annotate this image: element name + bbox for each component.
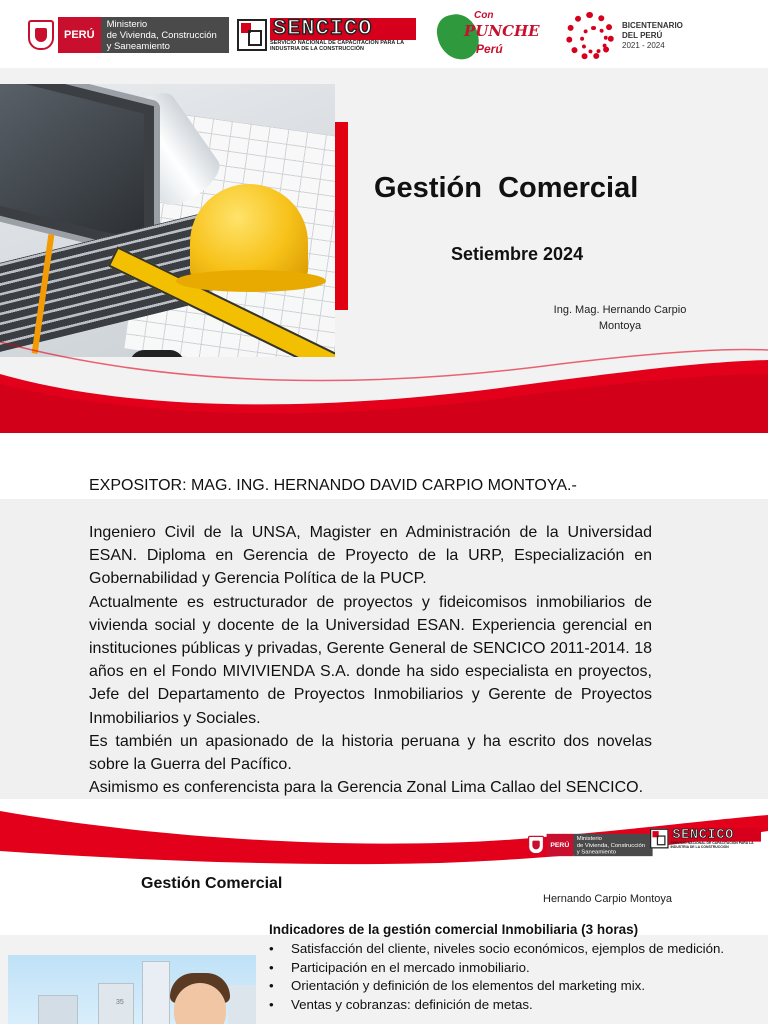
building-shape bbox=[38, 995, 78, 1024]
peru-ministry-logo bbox=[28, 17, 229, 53]
bio-paragraph: Asimismo es conferencista para la Gerencia Zonal Lima Callao del SENCICO. bbox=[89, 779, 644, 797]
list-item: • Orientación y definición de los elementos del marketing mix. bbox=[269, 977, 743, 996]
logo-bar bbox=[0, 0, 768, 68]
presentation-author: Ing. Mag. Hernando Carpio Montoya bbox=[553, 304, 687, 332]
indicators-list bbox=[269, 940, 743, 1014]
footer-logos bbox=[528, 826, 754, 863]
sencico-logo-small: SENCICO SERVICIO NACIONAL DE CAPACITACIÓN PARA LA INDUSTRIA DE LA CONSTRUCCIÓN bbox=[650, 828, 761, 849]
peru-label: PERÚ bbox=[58, 17, 101, 53]
building-number: 35 bbox=[116, 999, 124, 1006]
con-punche-peru-logo: Con PUNCHE Perú bbox=[436, 8, 524, 62]
list-item: • Satisfacción del cliente, niveles socio económicos, ejemplos de medición. bbox=[269, 940, 743, 959]
slide-3-title: Gestión Comercial bbox=[141, 875, 283, 892]
list-item: • Ventas y cobranzas: definición de metas. bbox=[269, 996, 743, 1015]
hard-hat-brim bbox=[176, 270, 326, 292]
slide-3-author: Hernando Carpio Montoya bbox=[543, 893, 673, 905]
city-illustration bbox=[8, 955, 256, 1024]
indicators-heading: Indicadores de la gestión comercial Inmobiliaria (3 horas) bbox=[269, 922, 639, 937]
ministry-name: Ministerio de Vivienda, Construcción y Saneamiento bbox=[101, 17, 229, 53]
bio-paragraph: Ingeniero Civil de la UNSA, Magister en Administración de la Universidad ESAN. Diploma en Gerencia de Proyecto de la URP, Especialización en Gobernabilidad y Gerencia Política de la PUCP. bbox=[89, 524, 652, 588]
bicentenario-logo: BICENTENARIO DEL PERÚ 2021 - 2024 bbox=[566, 12, 683, 60]
accent-bar bbox=[335, 122, 348, 310]
slide-1 bbox=[0, 0, 768, 433]
presentation-title: Gestión Comercial bbox=[374, 172, 639, 204]
slide-2 bbox=[0, 433, 768, 867]
list-item: • Participación en el mercado inmobiliario. bbox=[269, 959, 743, 978]
bicentenario-emblem-icon bbox=[566, 12, 614, 60]
bio-paragraph: Actualmente es estructurador de proyectos y fideicomisos inmobiliarios de vivienda social y docente de la Universidad ESAN. Experiencia gerencial en instituciones públicas y privadas, Gerente General de SENCICO 2011-2014. 18 años en el Fondo MIVIVIENDA S.A. donde ha sido especialista en proyectos, Jefe del Departamento de Proyectos Inmobiliarios y Gerente de Proyectos Inmobiliarios y Sociales. bbox=[89, 593, 652, 727]
bio-paragraph: Es también un apasionado de la historia peruana y ha escrito dos novelas sobre la Guerra del Pacífico. bbox=[89, 732, 652, 774]
peru-ministry-logo-small: PERÚ Ministerio de Vivienda, Construcción y Saneamiento bbox=[528, 834, 652, 856]
sencico-mark-icon bbox=[650, 829, 669, 849]
logo-separator: - bbox=[406, 28, 411, 44]
expositor-heading: EXPOSITOR: MAG. ING. HERNANDO DAVID CARPIO MONTOYA.- bbox=[89, 477, 577, 494]
sencico-mark-icon bbox=[237, 19, 267, 51]
construction-image bbox=[0, 84, 335, 357]
sencico-logo bbox=[237, 18, 416, 52]
building-shape bbox=[228, 985, 256, 1024]
building-shape bbox=[142, 961, 170, 1024]
peru-coat-of-arms-icon bbox=[528, 836, 544, 855]
expositor-bio bbox=[89, 521, 652, 799]
presentation-date: Setiembre 2024 bbox=[451, 244, 584, 264]
peru-coat-of-arms-icon bbox=[28, 20, 54, 50]
red-wave-decoration bbox=[0, 340, 768, 433]
slide-3 bbox=[0, 867, 768, 1024]
sencico-tagline: SERVICIO NACIONAL DE CAPACITACIÓN PARA LA INDUSTRIA DE LA CONSTRUCCIÓN bbox=[270, 40, 404, 52]
sencico-name: SENCICO bbox=[270, 18, 416, 40]
